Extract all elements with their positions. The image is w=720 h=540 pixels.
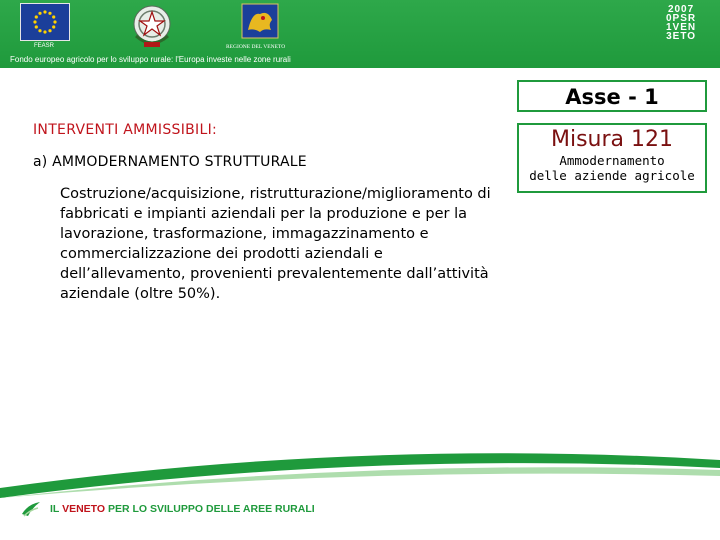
veneto-region-label: REGIONE DEL VENETO [226,44,286,50]
footer-swoosh-mark-icon [20,500,42,518]
footer-green-swoosh [0,448,720,498]
section-heading: INTERVENTI AMMISSIBILI: [33,122,218,138]
asse-box: Asse - 1 [517,80,707,112]
psr-2007-2013-logo [666,5,696,41]
footer-text-highlight: VENETO [62,503,106,515]
fund-tagline: Fondo europeo agricolo per lo sviluppo rurale: l'Europa investe nelle zone rurali [10,55,291,64]
psr-line: 3ETO [666,31,697,42]
eu-flag-logo [20,3,70,41]
header-banner [0,0,720,68]
psr-line: 1VEN [666,22,697,33]
eu-fund-label: FEASR [34,43,55,49]
description-paragraph: Costruzione/acquisizione, ristrutturazione/miglioramento di fabbricati e impianti aziendali per la produzione e per la lavorazione, trasformazione, immagazzinamento e commercializzazione dei prodotti aziendali e dell’allevamento, provenienti prevalentemente dall’attività aziendale (oltre 50%). [60,186,491,302]
veneto-region-lion-logo [238,2,282,42]
footer-slogan [50,503,315,515]
footer-text-prefix: IL [50,503,63,515]
footer-text-suffix: PER LO SVILUPPO DELLE AREE RURALI [105,503,315,515]
misura-box [517,123,707,193]
italian-republic-emblem-icon [130,2,174,50]
misura-subtitle-line2: delle aziende agricole [529,168,695,183]
main-content [33,122,513,304]
misura-subtitle-line1: Ammodernamento [559,153,665,168]
psr-line: 0PSR [666,13,697,24]
misura-title: Misura 121 [550,127,673,152]
section-subheading: a) AMMODERNAMENTO STRUTTURALE [33,154,307,170]
psr-line: 2007 [667,4,695,15]
